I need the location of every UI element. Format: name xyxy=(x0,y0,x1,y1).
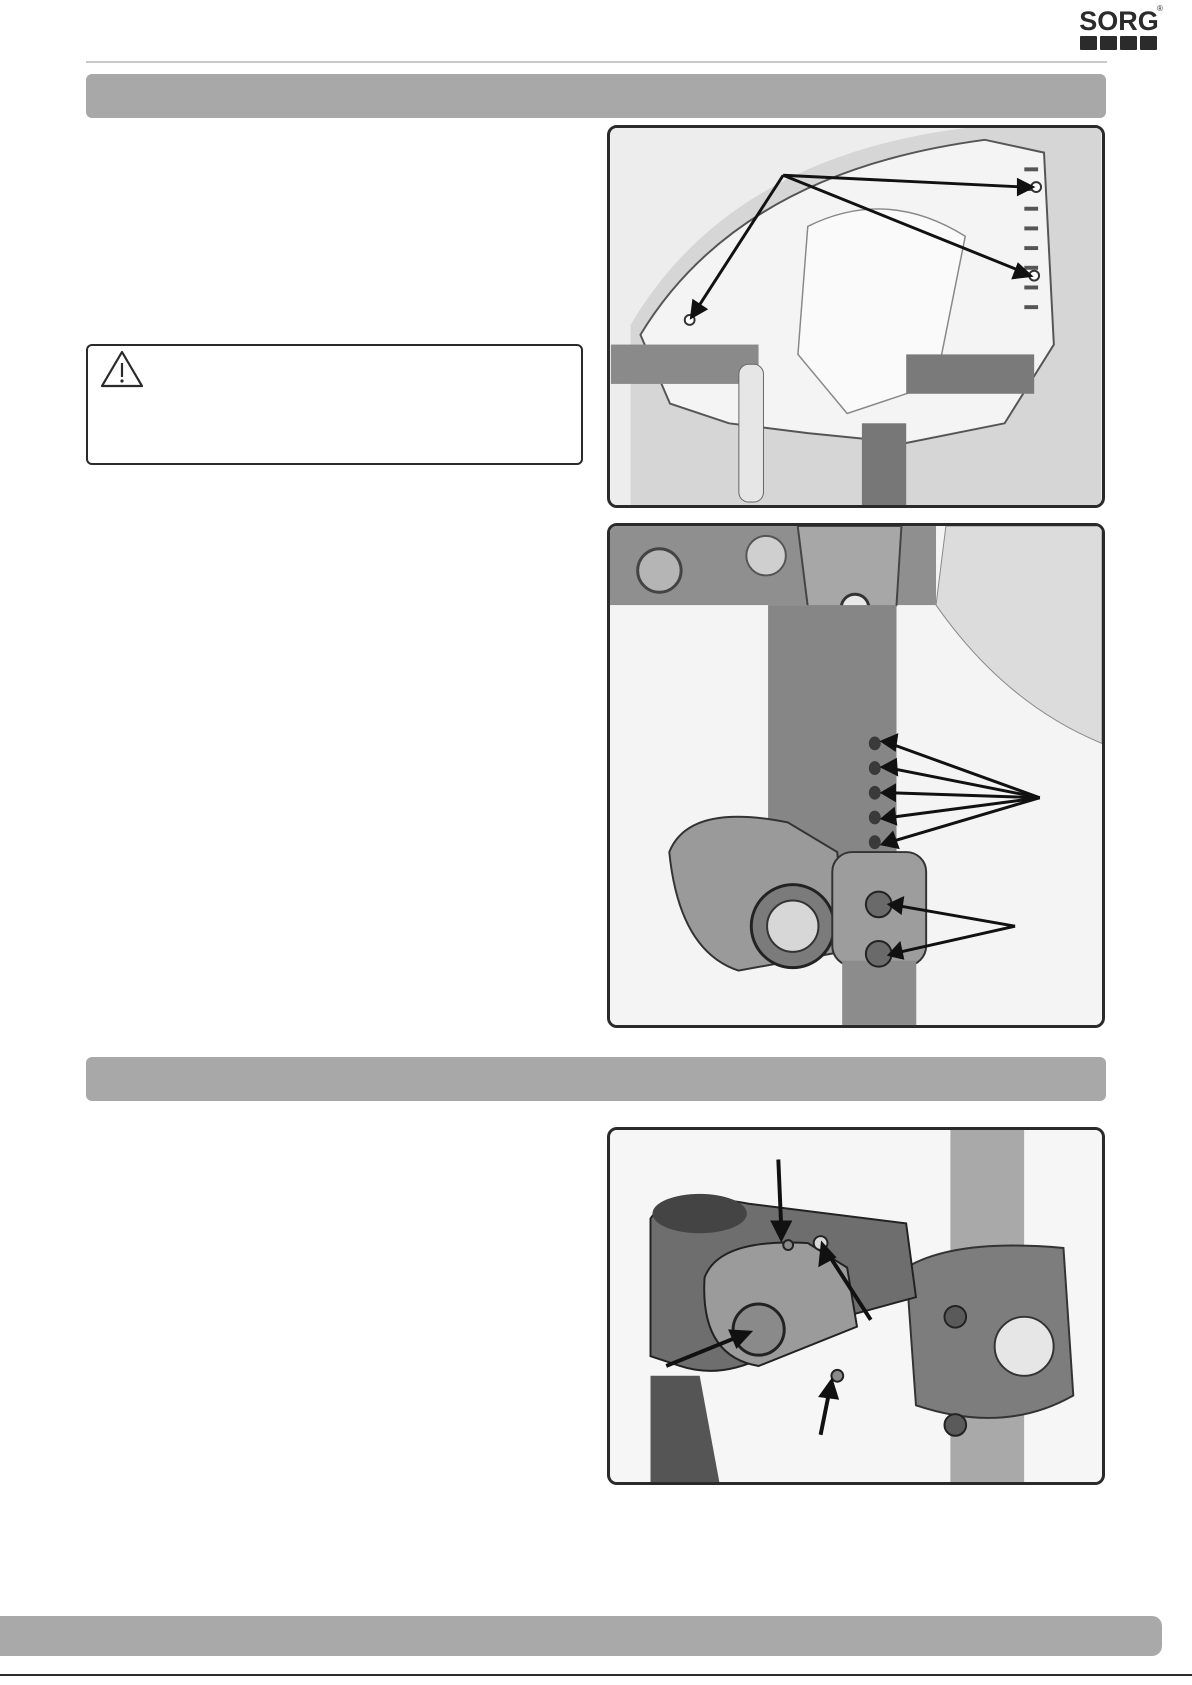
warning-triangle-icon xyxy=(98,348,146,390)
header-rule xyxy=(86,61,1107,63)
figure-joint-clamp-drawing xyxy=(610,1130,1102,1482)
figure-panel-screws-drawing xyxy=(610,128,1102,505)
figure-panel-screws xyxy=(607,125,1105,508)
footer-bar xyxy=(0,1616,1162,1656)
figure-joint-clamp xyxy=(607,1127,1105,1485)
warning-box xyxy=(86,344,583,465)
figure-height-holes xyxy=(607,523,1105,1028)
section-header-bar-2 xyxy=(86,1057,1106,1101)
footer-rule xyxy=(0,1674,1192,1676)
brand-logo xyxy=(1076,6,1162,52)
logo-blocks xyxy=(1080,36,1157,50)
registered-mark: ® xyxy=(1157,4,1163,13)
logo-text: SORG xyxy=(1079,6,1159,36)
figure-height-holes-drawing xyxy=(610,526,1102,1025)
section-header-bar-1 xyxy=(86,74,1106,118)
